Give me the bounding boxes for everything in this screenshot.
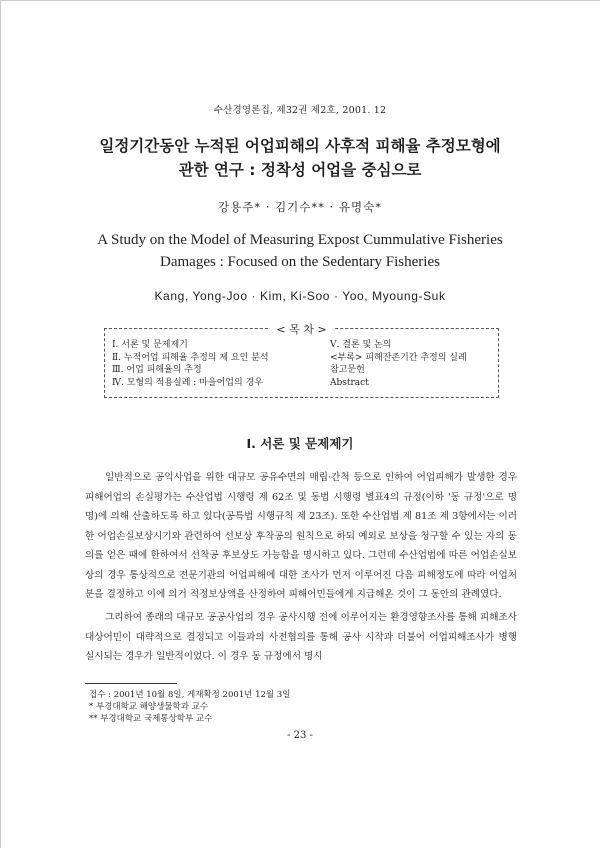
toc-item: Ⅰ. 서론 및 문제제기: [112, 340, 188, 350]
page-number: - 23 -: [287, 730, 313, 741]
toc-item: Ⅲ. 어업 피해율의 추정: [112, 365, 202, 376]
toc-item: <부록> 피해잔존기간 추정의 실례: [330, 352, 467, 363]
toc-title: < 목 차 >: [105, 321, 498, 337]
toc-item: Ⅴ. 결론 및 논의: [330, 340, 392, 350]
korean-title-line-1: 일정기간동안 누적된 어업피해의 사후적 피해율 추정모형에: [99, 137, 501, 155]
body-paragraph-2: 그리하여 종래의 대규모 공공사업의 경우 공사시행 전에 이루어지는 환경영향조사를 통해 피해조사 대상어민이 대략적으로 결정되고 이들과의 사전협의를 통해 공사 시작과 더불어 어업피해조사가 병행 실시되는 경우가 일반적이었다. 이 경우 동 규정에서 명시: [85, 612, 517, 662]
english-authors: Kang, Yong-Joo · Kim, Ki-Soo · Yoo, Myoung-Suk: [154, 289, 446, 303]
english-title-line-1: A Study on the Model of Measuring Expost Cummulative Fisheries: [97, 232, 503, 248]
english-title-line-2: Damages : Focused on the Sedentary Fisheries: [160, 254, 440, 270]
toc-item: Ⅱ. 누적어업 피해율 추정의 제 요인 분석: [112, 352, 269, 363]
toc-item: 참고문헌: [330, 365, 365, 376]
toc-item: Ⅳ. 모형의 적용실례 : 마을어업의 경우: [112, 377, 263, 388]
toc-right-column: [330, 339, 467, 389]
korean-authors: 강용주* · 김기수** · 유명숙*: [218, 200, 382, 214]
korean-title-line-2: 관한 연구 : 정착성 어업을 중심으로: [178, 161, 422, 179]
toc-item: Abstract: [330, 377, 369, 388]
footnote-received: 접수 : 2001년 10월 8일, 게재확정 2001년 12월 3일: [89, 690, 291, 700]
footnote-divider: [85, 683, 177, 684]
section-heading: Ⅰ. 서론 및 문제제기: [246, 436, 354, 451]
body-paragraph-1: 일반적으로 공익사업을 위한 대규모 공유수면의 매립·간척 등으로 인하여 어업피해가 발생한 경우 피해어업의 손실평가는 수산업법 시행령 제 62조 및 동법 시행령 별표4의 규정(이하 '동 규정'으로 명명)에 의해 산출하도록 하고 있다(공특법 시행규칙 제 23조). 또한 수산업법 제 81조 제 3항에서는 이러한 어업손실보상시기와 관련하여 선보상 후착공의 원칙으로 하되 예외로 보상을 청구할 수 있는 자의 동의를 얻은 때에 한하여서 선착공 후보상도 가능함을 명시하고 있다. 그런데 수산업법에 따른 어업손실보상의 경우 통상적으로 전문기관의 어업피해에 대한 조사가 먼저 이루어진 다음 피해정도에 따라 어업처분을 결정하고 이에 의거 적정보상액을 산정하여 피해어민들에게 지급해온 것이 그 동안의 관례였다.: [85, 472, 517, 600]
journal-header: 수산경영론집, 제32권 제2호, 2001. 12: [213, 105, 387, 116]
table-of-contents: [104, 323, 499, 398]
footnote-author-2: ** 부경대학교 국제통상학부 교수: [89, 714, 213, 724]
footnotes: [89, 689, 290, 725]
footnote-author-1: * 부경대학교 해양생물학과 교수: [89, 702, 209, 712]
toc-left-column: [112, 339, 269, 389]
